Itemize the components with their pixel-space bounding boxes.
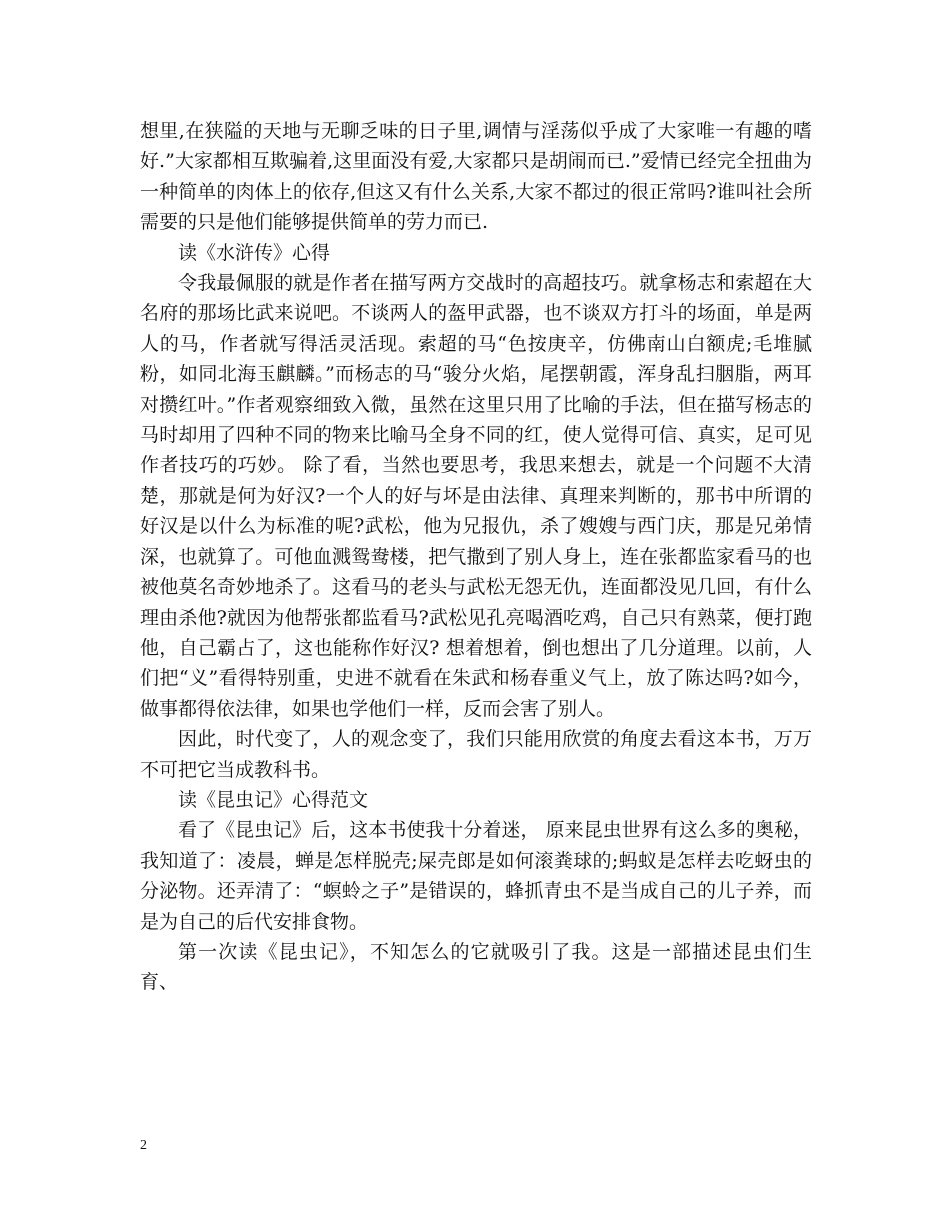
- section-heading-kunchong: 读《昆虫记》心得范文: [178, 788, 369, 811]
- paragraph-kunchong-first-read: 第一次读《昆虫记》，不知怎么的它就吸引了我。这是一部描述昆虫们生育、: [140, 940, 812, 994]
- section-heading-shuihu: 读《水浒传》心得: [178, 241, 331, 264]
- paragraph-continuation: 想里,在狭隘的天地与无聊乏味的日子里,调情与淫荡似乎成了大家唯一有趣的嗜好.”大家都相互欺骗着,这里面没有爱,大家都只是胡闹而已.”爱情已经完全扭曲为一种简单的肉体上的依存,但这又有什么关系,大家不都过的很正常吗?谁叫社会所需要的只是他们能够提供简单的劳力而已.: [140, 120, 812, 234]
- paragraph-kunchong-intro: 看了《昆虫记》后，这本书使我十分着迷， 原来昆虫世界有这么多的奥秘，我知道了：凌晨，蝉是怎样脱壳;屎壳郎是如何滚粪球的;蚂蚁是怎样去吃蚜虫的分泌物。还弄清了：“螟蛉之子”是错误的，蜂抓青虫不是当成自己的儿子养，而是为自己的后代安排食物。: [140, 819, 812, 933]
- page-number: 2: [140, 1138, 147, 1153]
- document-body: [140, 116, 812, 998]
- paragraph-shuihu-conclusion: 因此，时代变了，人的观念变了，我们只能用欣赏的角度去看这本书，万万不可把它当成教科书。: [140, 728, 812, 781]
- paragraph-shuihu-review: 令我最佩服的就是作者在描写两方交战时的高超技巧。就拿杨志和索超在大名府的那场比武来说吧。不谈两人的盔甲武器，也不谈双方打斗的场面，单是两人的马，作者就写得活灵活现。索超的马“色按庚辛，仿佛南山白额虎;毛堆腻粉，如同北海玉麒麟。”而杨志的马“骏分火焰，尾摆朝霞，浑身乱扫胭脂，两耳对攒红叶。”作者观察细致入微，虽然在这里只用了比喻的手法，但在描写杨志的马时却用了四种不同的物来比喻马全身不同的红，使人觉得可信、真实，足可见作者技巧的巧妙。 除了看，当然也要思考，我思来想去，就是一个问题不大清楚，那就是何为好汉?一个人的好与坏是由法律、真理来判断的，那书中所谓的好汉是以什么为标准的呢?武松，他为兄报仇，杀了嫂嫂与西门庆，那是兄弟情深，也就算了。可他血溅鸳鸯楼，把气撒到了别人身上，连在张都监家看马的也被他莫名奇妙地杀了。这看马的老头与武松无怨无仇，连面都没见几回，有什么理由杀他?就因为他帮张都监看马?武松见孔亮喝酒吃鸡，自己只有熟菜，便打跑他，自己霸占了，这也能称作好汉? 想着想着，倒也想出了几分道理。以前，人们把“义”看得特别重，史进不就看在朱武和杨春重义气上，放了陈达吗?如今，做事都得依法律，如果也学他们一样，反而会害了别人。: [140, 272, 812, 720]
